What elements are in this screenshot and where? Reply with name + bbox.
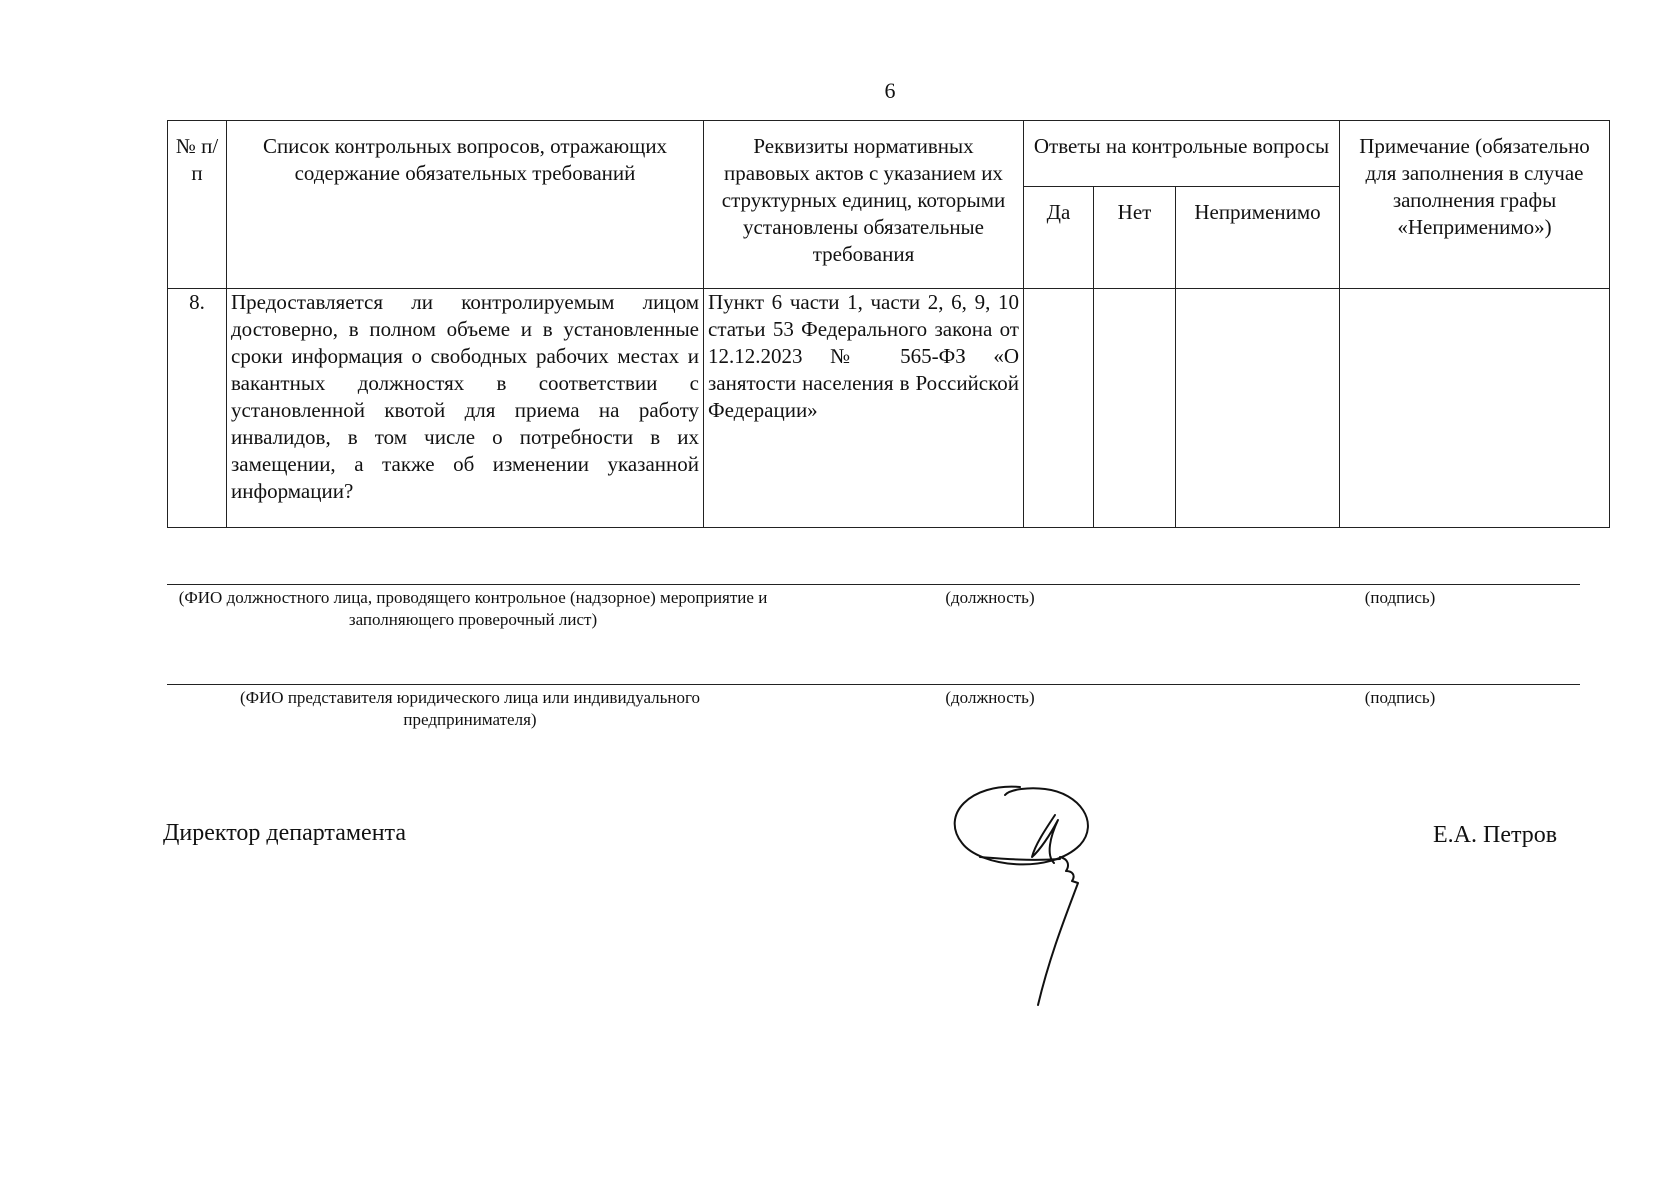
header-na: Неприменимо — [1176, 187, 1340, 289]
signature-line-representative — [167, 684, 1580, 685]
row-answer-no[interactable] — [1094, 289, 1176, 528]
header-requisites: Реквизиты нормативных правовых актов с указанием их структурных единиц, которыми установлены обязательные требования — [704, 121, 1024, 289]
row-question: Предоставляется ли контролируемым лицом достоверно, в полном объеме и в установленные сроки информация о свободных рабочих местах и вакантных должностях в соответствии с установленной квотой для приема на работу инвалидов, в том числе о потребности в их замещении, а также об изменении указанной информации? — [227, 289, 704, 528]
page-number: 6 — [884, 78, 896, 103]
director-title: Директор департамента — [163, 820, 406, 846]
row-answer-na[interactable] — [1176, 289, 1340, 528]
row-requisite: Пункт 6 части 1, части 2, 6, 9, 10 статьи 53 Федерального закона от 12.12.2023 № 565-ФЗ «О занятости населения в Российской Федерации» — [704, 289, 1024, 528]
checklist-table — [167, 120, 1610, 528]
row-answer-yes[interactable] — [1024, 289, 1094, 528]
header-questions: Список контрольных вопросов, отражающих содержание обязательных требований — [227, 121, 704, 289]
header-num: № п/п — [168, 121, 227, 289]
header-yes: Да — [1024, 187, 1094, 289]
table-header-row — [168, 121, 1610, 187]
signature-line-inspector — [167, 584, 1580, 585]
caption-inspector-fio: (ФИО должностного лица, проводящего контрольное (надзорное) мероприятие и заполняющего проверочный лист) — [178, 588, 768, 629]
director-name: Е.А. Петров — [1433, 822, 1558, 848]
caption-inspector-position: (должность) — [945, 588, 1035, 607]
header-no: Нет — [1094, 187, 1176, 289]
caption-representative-position: (должность) — [945, 688, 1035, 707]
caption-inspector-signature: (подпись) — [1364, 588, 1436, 607]
row-note[interactable] — [1340, 289, 1610, 528]
caption-representative-fio: (ФИО представителя юридического лица или индивидуального предпринимателя) — [239, 688, 701, 729]
handwritten-signature — [950, 775, 1130, 1015]
header-note: Примечание (обязательно для заполнения в случае заполнения графы «Неприменимо») — [1340, 121, 1610, 289]
header-answers: Ответы на контрольные вопросы — [1024, 121, 1340, 187]
table-row — [168, 289, 1610, 528]
caption-representative-signature: (подпись) — [1364, 688, 1436, 707]
row-num: 8. — [168, 289, 227, 528]
